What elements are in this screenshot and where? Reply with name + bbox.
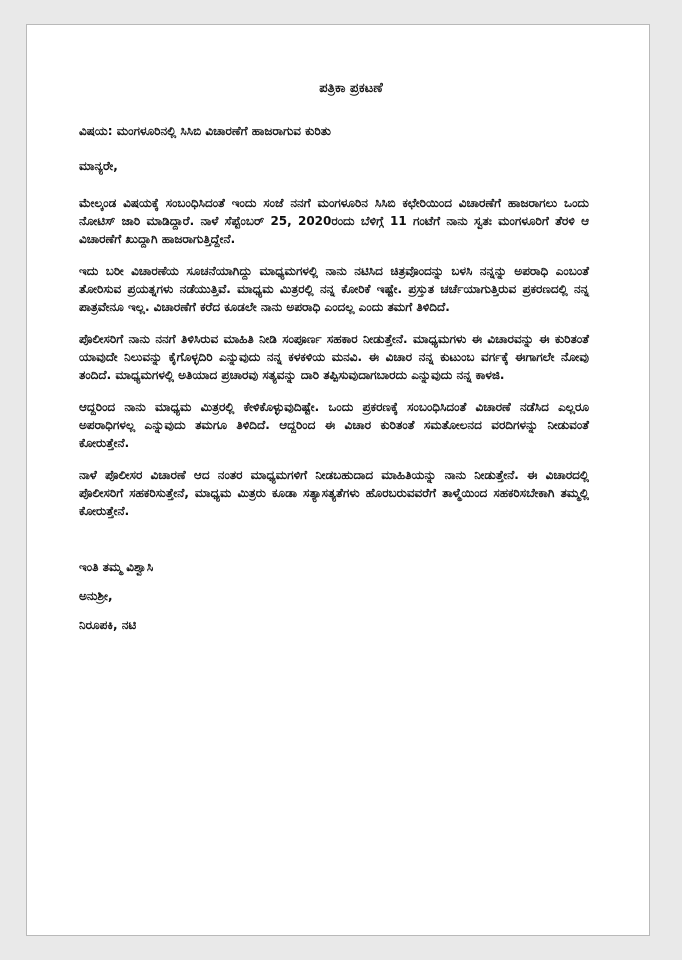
signoff-block [79, 560, 589, 633]
document-page [26, 24, 650, 936]
paragraph-4: ಆದ್ದರಿಂದ ನಾನು ಮಾಧ್ಯಮ ಮಿತ್ರರಲ್ಲಿ ಕೇಳಿಕೊಳ್ಳುವುದಿಷ್ಟೇ. ಒಂದು ಪ್ರಕರಣಕ್ಕೆ ಸಂಬಂಧಿಸಿದಂತೆ ವಿಚಾರಣೆ ನಡೆಸಿದ ಎಲ್ಲರೂ ಅಪರಾಧಿಗಳಲ್ಲ ಎನ್ನುವುದು ತಮಗೂ ತಿಳಿದಿದೆ. ಆದ್ದರಿಂದ ಈ ವಿಚಾರ ಕುರಿತಂತೆ ಸಮತೋಲನದ ವರದಿಗಳನ್ನು ನೀಡುವಂತೆ ಕೋರುತ್ತೇನೆ. [79, 400, 589, 450]
paragraph-1: ಮೇಲ್ಕಂಡ ವಿಷಯಕ್ಕೆ ಸಂಬಂಧಿಸಿದಂತೆ ಇಂದು ಸಂಜೆ ನನಗೆ ಮಂಗಳೂರಿನ ಸಿಸಿಬಿ ಕಛೇರಿಯಿಂದ ವಿಚಾರಣೆಗೆ ಹಾಜರಾಗಲು ಒಂದು ನೋಟಿಸ್ ಜಾರಿ ಮಾಡಿದ್ದಾರೆ. ನಾಳೆ ಸೆಪ್ಟೆಂಬರ್ 25, 2020ರಂದು ಬೆಳಿಗ್ಗೆ 11 ಗಂಟೆಗೆ ನಾನು ಸ್ವತಃ ಮಂಗಳೂರಿಗೆ ತೆರಳಿ ಆ ವಿಚಾರಣೆಗೆ ಖುದ್ದಾಗಿ ಹಾಜರಾಗುತ್ತಿದ್ದೇನೆ. [79, 196, 589, 246]
paragraph-2: ಇದು ಬರೀ ವಿಚಾರಣೆಯ ಸೂಚನೆಯಾಗಿದ್ದು ಮಾಧ್ಯಮಗಳಲ್ಲಿ ನಾನು ನಟಿಸಿದ ಚಿತ್ರವೊಂದನ್ನು ಬಳಸಿ ನನ್ನನ್ನು ಅಪರಾಧಿ ಎಂಬಂತೆ ತೋರಿಸುವ ಪ್ರಯತ್ನಗಳು ನಡೆಯುತ್ತಿವೆ. ಮಾಧ್ಯಮ ಮಿತ್ರರಲ್ಲಿ ನನ್ನ ಕೋರಿಕೆ ಇಷ್ಟೇ. ಪ್ರಸ್ತುತ ಚರ್ಚೆಯಾಗುತ್ತಿರುವ ಪ್ರಕರಣದಲ್ಲಿ ನನ್ನ ಪಾತ್ರವೇನೂ ಇಲ್ಲ. ವಿಚಾರಣೆಗೆ ಕರೆದ ಕೂಡಲೇ ನಾನು ಅಪರಾಧಿ ಎಂದಲ್ಲ ಎಂದು ತಮಗೆ ತಿಳಿದಿದೆ. [79, 264, 589, 314]
document-title: ಪತ್ರಿಕಾ ಪ್ರಕಟಣೆ [319, 81, 383, 96]
signatory-designation: ನಿರೂಪಕಿ, ನಟಿ [79, 618, 137, 632]
closing-line: ಇಂತಿ ತಮ್ಮ ವಿಶ್ವಾಸಿ [79, 560, 154, 574]
paragraph-3: ಪೊಲೀಸರಿಗೆ ನಾನು ನನಗೆ ತಿಳಿಸಿರುವ ಮಾಹಿತಿ ನೀಡಿ ಸಂಪೂರ್ಣ ಸಹಕಾರ ನೀಡುತ್ತೇನೆ. ಮಾಧ್ಯಮಗಳು ಈ ವಿಚಾರವನ್ನು ಈ ಕುರಿತಂತೆ ಯಾವುದೇ ನಿಲುವನ್ನು ಕೈಗೊಳ್ಳದಿರಿ ಎನ್ನುವುದು ನನ್ನ ಕಳಕಳಿಯ ಮನವಿ. ಈ ವಿಚಾರ ನನ್ನ ಕುಟುಂಬ ವರ್ಗಕ್ಕೆ ಈಗಾಗಲೇ ನೋವು ತಂದಿದೆ. ಮಾಧ್ಯಮಗಳಲ್ಲಿ ಅತಿಯಾದ ಪ್ರಚಾರವು ಸತ್ಯವನ್ನು ದಾರಿ ತಪ್ಪಿಸುವುದಾಗಬಾರದು ಎನ್ನುವುದು ನನ್ನ ಕಾಳಜಿ. [79, 332, 589, 382]
signatory-name: ಅನುಶ್ರೀ, [79, 589, 113, 603]
document-body [79, 81, 589, 647]
salutation: ಮಾನ್ಯರೇ, [79, 159, 118, 173]
subject-line: ವಿಷಯ: ಮಂಗಳೂರಿನಲ್ಲಿ ಸಿಸಿಬಿ ವಿಚಾರಣೆಗೆ ಹಾಜರಾಗುವ ಕುರಿತು [79, 124, 331, 138]
paragraph-5: ನಾಳೆ ಪೊಲೀಸರ ವಿಚಾರಣೆ ಆದ ನಂತರ ಮಾಧ್ಯಮಗಳಿಗೆ ನೀಡಬಹುದಾದ ಮಾಹಿತಿಯನ್ನು ನಾನು ನೀಡುತ್ತೇನೆ. ಈ ವಿಚಾರದಲ್ಲಿ ಪೊಲೀಸರಿಗೆ ಸಹಕರಿಸುತ್ತೇನೆ, ಮಾಧ್ಯಮ ಮಿತ್ರರು ಕೂಡಾ ಸತ್ಯಾಸತ್ಯತೆಗಳು ಹೊರಬರುವವರೆಗೆ ತಾಳ್ಮೆಯಿಂದ ಸಹಕರಿಸಬೇಕಾಗಿ ತಮ್ಮಲ್ಲಿ ಕೋರುತ್ತೇನೆ. [79, 468, 589, 518]
